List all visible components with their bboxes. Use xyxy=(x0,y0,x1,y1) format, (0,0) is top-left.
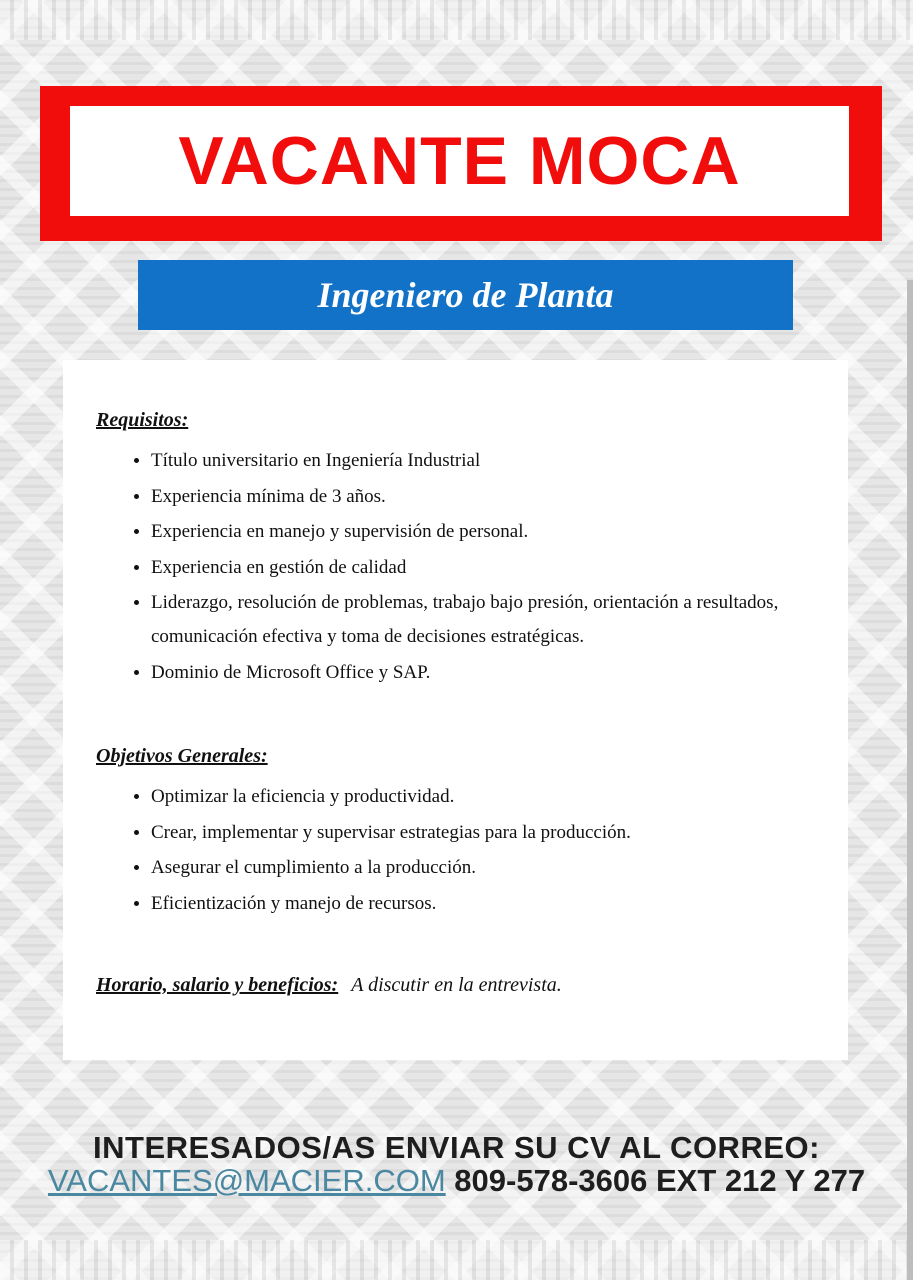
contact-instructions: INTERESADOS/AS ENVIAR SU CV AL CORREO: xyxy=(93,1130,820,1165)
background-pattern-top xyxy=(0,0,913,40)
list-item: • Experiencia mínima de 3 años. xyxy=(151,480,851,514)
list-item: • Experiencia en manejo y supervisión de personal. xyxy=(151,515,851,549)
requirements-heading: Requisitos: xyxy=(96,409,189,431)
page-title: VACANTE MOCA xyxy=(178,123,741,199)
phone-number: 809-578-3606 EXT 212 Y 277 xyxy=(454,1163,866,1198)
position-title: Ingeniero de Planta xyxy=(317,275,614,315)
list-item: • Dominio de Microsoft Office y SAP. xyxy=(151,656,851,690)
list-item: • Título universitario en Ingeniería Industrial xyxy=(151,444,851,478)
requirements-list xyxy=(96,444,851,692)
schedule-value: A discutir en la entrevista. xyxy=(351,974,562,996)
objectives-heading: Objetivos Generales: xyxy=(96,745,268,767)
objectives-list xyxy=(96,780,851,922)
contact-details xyxy=(0,1163,913,1199)
background-pattern-bottom xyxy=(0,1240,913,1280)
schedule-line xyxy=(96,974,562,997)
list-item: • Experiencia en gestión de calidad xyxy=(151,551,851,585)
list-item: • Asegurar el cumplimiento a la producción. xyxy=(151,851,851,885)
list-item: • Crear, implementar y supervisar estrategias para la producción. xyxy=(151,816,851,850)
list-item: • Optimizar la eficiencia y productividad. xyxy=(151,780,851,814)
email-link[interactable]: VACANTES@MACIER.COM xyxy=(47,1163,446,1198)
position-banner xyxy=(138,260,793,330)
list-item: • Eficientización y manejo de recursos. xyxy=(151,887,851,921)
title-box xyxy=(70,106,849,216)
schedule-label: Horario, salario y beneficios: xyxy=(96,974,339,996)
list-item: • Liderazgo, resolución de problemas, trabajo bajo presión, orientación a resultados, comunicación efectiva y toma de decisiones estratégicas. xyxy=(151,586,851,654)
